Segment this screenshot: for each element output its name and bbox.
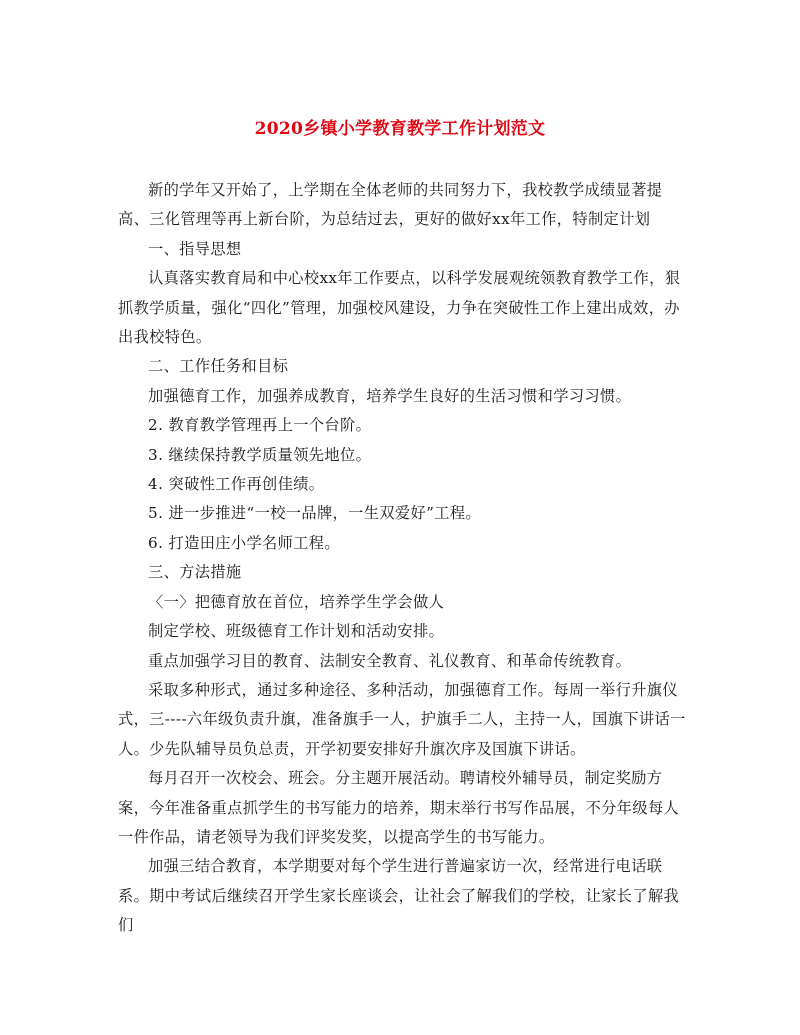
paragraph-intro: 新的学年又开始了，上学期在全体老师的共同努力下，我校教学成绩显著提高、三化管理等再上新台阶，为总结过去，更好的做好xx年工作，特制定计划 (118, 181, 663, 229)
paragraph-goal-4: 4. 突破性工作再创佳绩。 (148, 475, 325, 494)
paragraph-home-school: 加强三结合教育，本学期要对每个学生进行普遍家访一次，经常进行电话联系。期中考试后继续召开学生家长座谈会，让社会了解我们的学校，让家长了解我们 (118, 857, 680, 935)
paragraph-goal-5: 5. 进一步推进“一校一品牌，一生双爱好”工程。 (148, 504, 482, 523)
paragraph-moral-focus: 重点加强学习目的教育、法制安全教育、礼仪教育、和革命传统教育。 (148, 651, 632, 670)
paragraph-goal-3: 3. 继续保持教学质量领先地位。 (148, 445, 372, 464)
heading-methods: 三、方法措施 (148, 563, 242, 582)
paragraph-moral-plan: 制定学校、班级德育工作计划和活动安排。 (148, 622, 445, 641)
heading-guiding-ideology: 一、指导思想 (148, 239, 242, 258)
heading-tasks-goals: 二、工作任务和目标 (148, 357, 289, 376)
paragraph-monthly-meetings: 每月召开一次校会、班会。分主题开展活动。聘请校外辅导员，制定奖励方案，今年准备重点抓学生的书写能力的培养，期末举行书写作品展，不分年级每人一件作品，请老领导为我们评奖发奖，以提高学生的书写能力。 (118, 769, 680, 846)
paragraph-goal-1: 加强德育工作，加强养成教育，培养学生良好的生活习惯和学习习惯。 (148, 386, 632, 405)
paragraph-flag-ceremony: 采取多种形式，通过多种途径、多种活动，加强德育工作。每周一举行升旗仪式，三----六年级负责升旗，准备旗手一人，护旗手二人，主持一人，国旗下讲话一人。少先队辅导员负总责，开学初要安排好升旗次序及国旗下讲话。 (118, 680, 686, 758)
document-title: 2020乡镇小学教育教学工作计划范文 (254, 119, 546, 139)
subheading-moral-education: 〈一〉把德育放在首位，培养学生学会做人 (148, 592, 445, 611)
paragraph-goal-2: 2. 教育教学管理再上一个台阶。 (148, 416, 372, 435)
paragraph-goal-6: 6. 打造田庄小学名师工程。 (148, 533, 340, 552)
document-body (118, 176, 692, 941)
paragraph-guiding-ideology: 认真落实教育局和中心校xx年工作要点，以科学发展观统领教育教学工作，狠抓教学质量，强化“四化”管理，加强校风建设，力争在突破性工作上建出成效，办出我校特色。 (118, 269, 681, 347)
